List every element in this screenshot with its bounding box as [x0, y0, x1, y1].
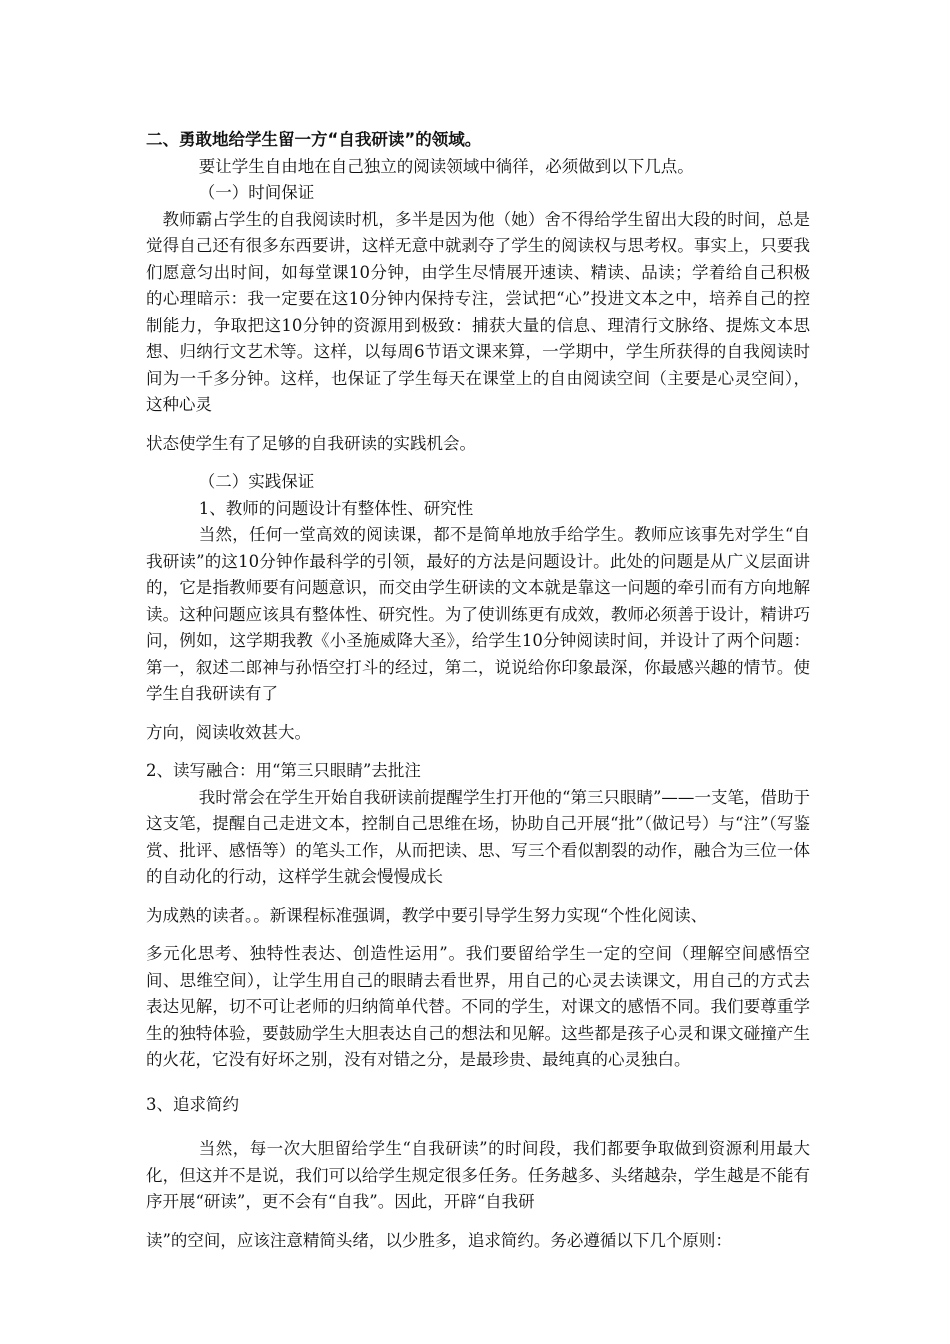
intro-paragraph: 要让学生自由地在自己独立的阅读领域中徜徉，必须做到以下几点。: [198, 156, 694, 176]
paragraph-annotation-mid: 为成熟的读者。。新课程标准强调，教学中要引导学生努力实现“个性化阅读、: [146, 905, 708, 925]
item-1-title: 1、教师的问题设计有整体性、研究性: [198, 498, 474, 518]
subsection-title-time: （一）时间保证: [198, 183, 315, 202]
paragraph-simplicity-end: 读”的空间，应该注意精简头绪，以少胜多，追求简约。务必遵循以下几个原则：: [146, 1230, 732, 1250]
item-2-title: 2、读写融合：用“第三只眼睛”去批注: [146, 761, 421, 780]
document-body: [146, 127, 810, 1254]
item-3-title: 3、追求简约: [146, 1094, 239, 1114]
paragraph-simplicity: 当然，每一次大胆留给学生“自我研读”的时间段，我们都要争取做到资源利用最大化，但这并不是说，我们可以给学生规定很多任务。任务越多、头绪越杂，学生越是不能有序开展“研读”，更不会有“自我”。因此，开辟“自我研: [146, 1139, 810, 1211]
paragraph-time-guarantee: 教师霸占学生的自我阅读时机，多半是因为他（她）舍不得给学生留出大段的时间，总是觉得自己还有很多东西要讲，这样无意中就剥夺了学生的阅读权与思考权。事实上，只要我们愿意匀出时间，如每堂课10分钟，由学生尽情展开速读、精读、品读；学着给自己积极的心理暗示：我一定要在这10分钟内保持专注，尝试把“心”投进文本之中，培养自己的控制能力，争取把这10分钟的资源用到极致：捕获大量的信息、理清行文脉络、提炼文本思想、归纳行文艺术等。这样，以每周6节语文课来算，一学期中，学生所获得的自我阅读时间为一千多分钟。这样，也保证了学生每天在课堂上的自由阅读空间（主要是心灵空间），这种心灵: [146, 209, 810, 414]
paragraph-question-design-end: 方向，阅读收效甚大。: [146, 722, 311, 742]
section-title: 二、勇敢地给学生留一方“自我研读”的领域。: [146, 130, 482, 149]
paragraph-annotation: 我时常会在学生开始自我研读前提醒学生打开他的“第三只眼睛”——一支笔，借助于这支笔，提醒自己走进文本，控制自己思维在场，协助自己开展“批”（做记号）与“注”（写鉴赏、批评、感悟等）的笔头工作，从而把读、思、写三个看似割裂的动作，融合为三位一体的自动化的行动，这样学生就会慢慢成长: [146, 787, 810, 886]
paragraph-time-guarantee-end: 状态使学生有了足够的自我研读的实践机会。: [146, 433, 476, 453]
subsection-title-practice: （二）实践保证: [198, 472, 315, 491]
paragraph-annotation-end: 多元化思考、独特性表达、创造性运用”。我们要留给学生一定的空间（理解空间感悟空间、思维空间），让学生用自己的眼睛去看世界，用自己的心灵去读课文，用自己的方式去表达见解，切不可让老师的归纳简单代替。不同的学生，对课文的感悟不同。我们要尊重学生的独特体验，要鼓励学生大胆表达自己的想法和见解。这些都是孩子心灵和课文碰撞产生的火花，它没有好坏之别，没有对错之分，是最珍贵、最纯真的心灵独白。: [146, 944, 810, 1069]
paragraph-question-design: 当然，任何一堂高效的阅读课，都不是简单地放手给学生。教师应该事先对学生“自我研读”的这10分钟作最科学的引领，最好的方法是问题设计。此处的问题是从广义层面讲的，它是指教师要有问题意识，而交由学生研读的文本就是靠这一问题的牵引而有方向地解读。这种问题应该具有整体性、研究性。为了使训练更有成效，教师必须善于设计，精讲巧问，例如，这学期我教《小圣施威降大圣》，给学生10分钟阅读时间，并设计了两个问题：第一，叙述二郎神与孙悟空打斗的经过，第二，说说给你印象最深，你最感兴趣的情节。使学生自我研读有了: [146, 525, 810, 703]
